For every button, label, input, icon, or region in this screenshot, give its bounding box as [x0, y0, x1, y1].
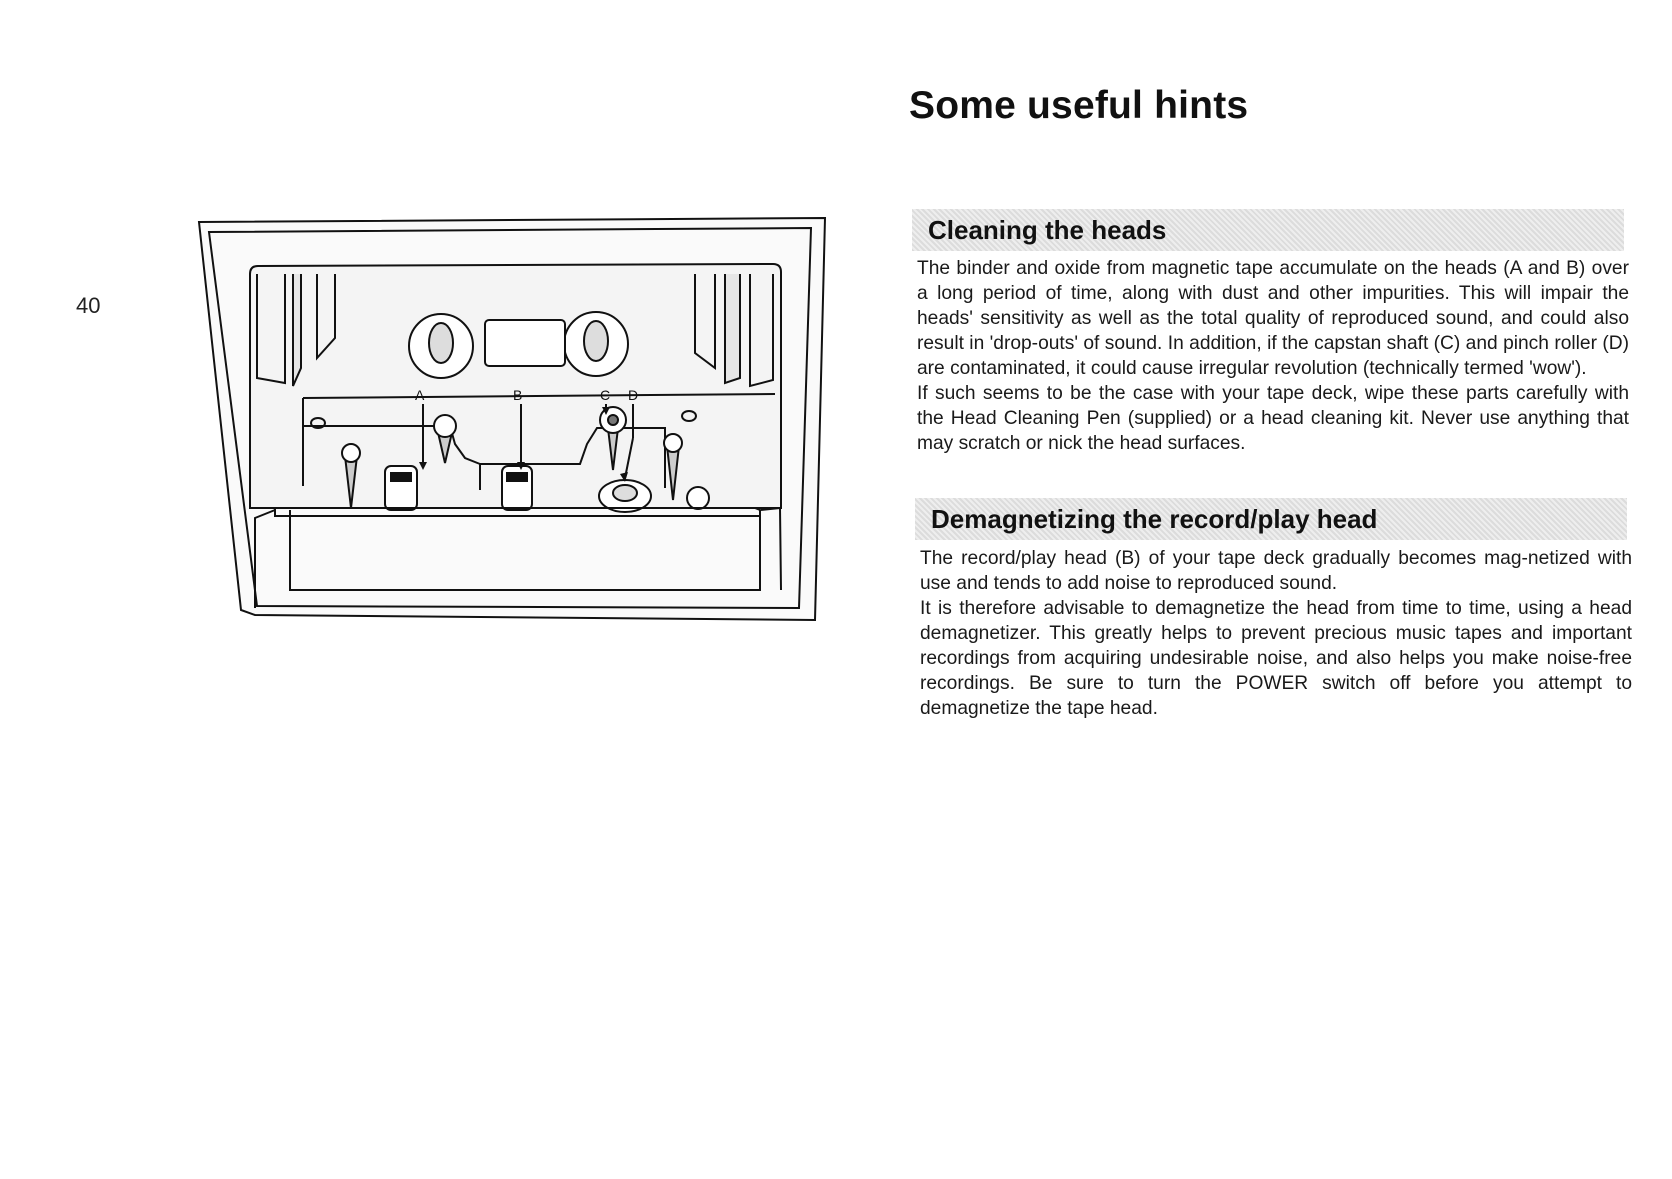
label-d: D [628, 387, 639, 403]
page-title: Some useful hints [909, 84, 1249, 127]
cassette-deck-heads-icon [195, 208, 835, 640]
label-a: A [415, 387, 425, 403]
label-c: C [600, 387, 611, 403]
label-b: B [513, 387, 523, 403]
section-header-demagnetizing [915, 498, 1627, 540]
section-header-cleaning [912, 209, 1624, 251]
paragraph: It is therefore advisable to demagnetize the head from time to time, using a head demagnetizer. This greatly helps to prevent precious music tapes and important recordings from acquiring undesirable noise, and also helps you make noise-free recordings. Be sure to turn the POWER switch off before you attempt to demagnetize the tape head. [920, 598, 1632, 719]
page-number: 40 [76, 293, 101, 318]
paragraph: The record/play head (B) of your tape deck gradually becomes mag-netized with use and tends to add noise to reproduced sound. [920, 548, 1632, 594]
section-heading: Demagnetizing the record/play head [931, 503, 1378, 534]
paragraph: The binder and oxide from magnetic tape accumulate on the heads (A and B) over a long period of time, along with dust and other impurities. This will impair the heads' sensitivity as well as the total quality of reproduced sound, and could also result in 'drop-outs' of sound. In addition, if the capstan shaft (C) and pinch roller (D) are contaminated, it could cause irregular revolution (technically termed 'wow'). [917, 258, 1629, 379]
section-body-cleaning [917, 256, 1629, 456]
section-heading: Cleaning the heads [928, 214, 1167, 245]
paragraph: If such seems to be the case with your tape deck, wipe these parts carefully with the Head Cleaning Pen (supplied) or a head cleaning kit. Never use anything that may scratch or nick the head surfaces. [917, 383, 1629, 454]
section-body-demagnetizing [920, 546, 1632, 721]
